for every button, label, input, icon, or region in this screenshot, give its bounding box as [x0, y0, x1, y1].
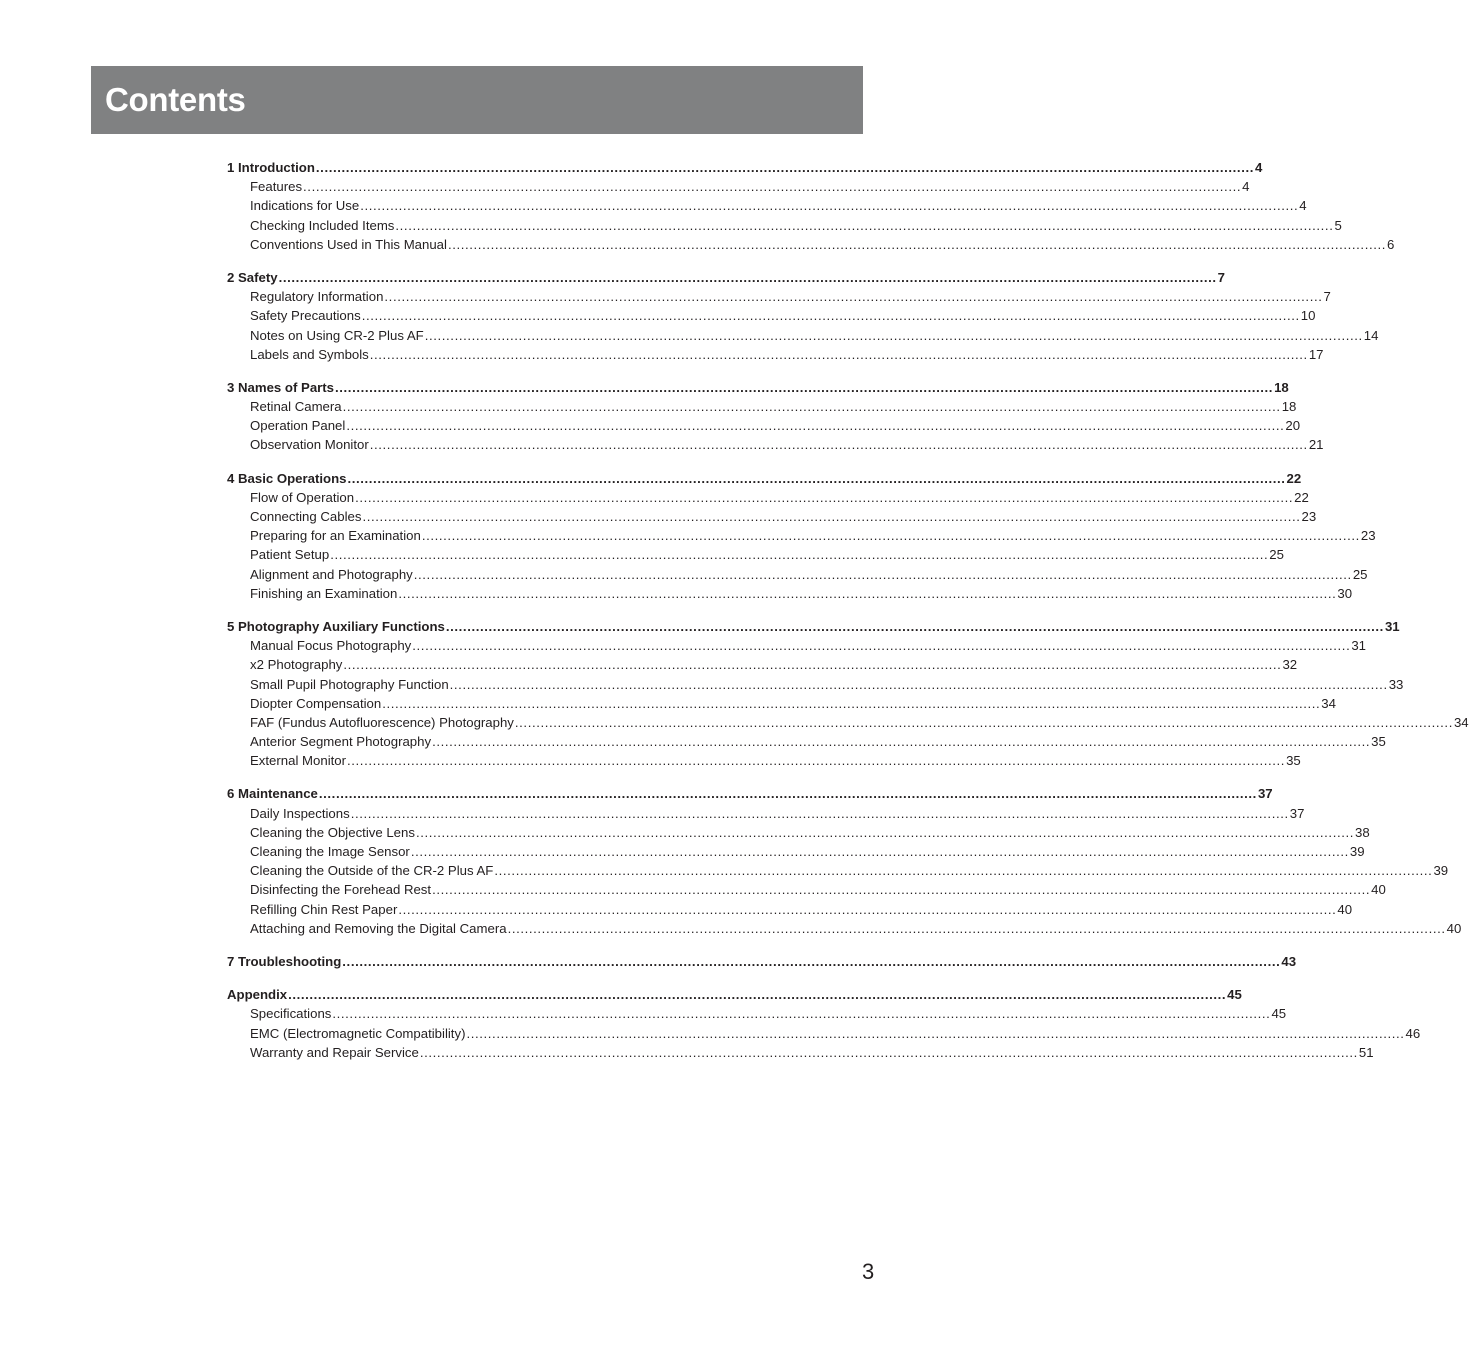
toc-page-number: 31: [1384, 618, 1400, 634]
toc-entry-title: Disinfecting the Forehead Rest: [250, 882, 432, 898]
toc-entry-title: x2 Photography: [250, 657, 343, 673]
dot-leader: ............................................................................................................................................................................................................................: [424, 327, 1363, 343]
toc-chapter-entry[interactable]: [227, 985, 1242, 1004]
dot-leader: ............................................................................................................................................................................................................................: [494, 863, 1433, 879]
toc-page-number: 23: [1360, 528, 1376, 544]
toc-entry-title: Regulatory Information: [250, 289, 384, 305]
toc-entry-title: 4 Basic Operations: [227, 470, 347, 486]
toc-entry-title: Conventions Used in This Manual: [250, 236, 447, 252]
toc-page-number: 10: [1300, 308, 1316, 324]
toc-section: [227, 158, 1395, 254]
toc-entry-title: 7 Troubleshooting: [227, 953, 342, 969]
toc-subentry[interactable]: [227, 397, 1297, 416]
toc-chapter-entry[interactable]: [227, 469, 1302, 488]
toc-page-number: 39: [1349, 844, 1365, 859]
toc-entry-title: Finishing an Examination: [250, 585, 398, 601]
dot-leader: ............................................................................................................................................................................................................................: [514, 714, 1453, 730]
toc-subentry[interactable]: [227, 1024, 1421, 1043]
toc-subentry[interactable]: [227, 900, 1353, 919]
toc-page-number: 14: [1363, 327, 1379, 343]
toc-subentry[interactable]: [227, 507, 1317, 526]
toc-page-number: 40: [1337, 901, 1353, 917]
toc-subentry[interactable]: [227, 416, 1301, 435]
toc-subentry[interactable]: [227, 694, 1336, 713]
dot-leader: ............................................................................................................................................................................................................................: [449, 676, 1388, 692]
dot-leader: ............................................................................................................................................................................................................................: [413, 566, 1352, 582]
toc-entry-title: Attaching and Removing the Digital Camera: [250, 920, 507, 936]
dot-leader: ............................................................................................................................................................................................................................: [415, 824, 1355, 840]
toc-page-number: 30: [1337, 585, 1353, 601]
toc-chapter-entry[interactable]: [227, 784, 1273, 803]
dot-leader: ............................................................................................................................................................................................................................: [507, 920, 1446, 936]
dot-leader: ............................................................................................................................................................................................................................: [362, 509, 1301, 524]
table-of-contents: [227, 158, 1469, 1076]
toc-subentry[interactable]: [227, 345, 1324, 364]
toc-page-number: 4: [1299, 198, 1307, 214]
dot-leader: ............................................................................................................................................................................................................................: [398, 585, 1337, 601]
dot-leader: ............................................................................................................................................................................................................................: [382, 695, 1321, 711]
toc-entry-title: Diopter Compensation: [250, 695, 382, 711]
dot-leader: ............................................................................................................................................................................................................................: [412, 638, 1351, 654]
toc-page-number: 4: [1242, 179, 1250, 195]
toc-entry-title: Cleaning the Image Sensor: [250, 844, 410, 859]
dot-leader: ............................................................................................................................................................................................................................: [384, 289, 1323, 305]
dot-leader: ............................................................................................................................................................................................................................: [466, 1025, 1405, 1041]
toc-subentry[interactable]: [227, 1004, 1287, 1023]
toc-entry-title: Specifications: [250, 1006, 332, 1022]
toc-entry-title: Connecting Cables: [250, 509, 362, 524]
toc-subentry[interactable]: [227, 565, 1368, 584]
toc-chapter-entry[interactable]: [227, 158, 1263, 177]
dot-leader: ............................................................................................................................................................................................................................: [318, 786, 1257, 802]
dot-leader: ............................................................................................................................................................................................................................: [369, 437, 1308, 453]
toc-page-number: 6: [1387, 236, 1395, 252]
toc-subentry[interactable]: [227, 842, 1365, 861]
toc-entry-title: Indications for Use: [250, 198, 360, 214]
dot-leader: ............................................................................................................................................................................................................................: [288, 987, 1227, 1003]
toc-entry-title: Notes on Using CR-2 Plus AF: [250, 327, 424, 343]
toc-page-number: 40: [1371, 882, 1386, 898]
toc-entry-title: Preparing for an Examination: [250, 528, 421, 544]
dot-leader: ............................................................................................................................................................................................................................: [447, 236, 1387, 252]
dot-leader: ............................................................................................................................................................................................................................: [361, 308, 1300, 324]
page-number: 3: [862, 1259, 875, 1284]
toc-subentry[interactable]: [227, 655, 1298, 674]
toc-page-number: 46: [1405, 1025, 1421, 1041]
toc-subentry[interactable]: [227, 545, 1284, 564]
toc-subentry[interactable]: [227, 1043, 1374, 1062]
toc-page-number: 37: [1257, 786, 1273, 802]
toc-entry-title: Flow of Operation: [250, 489, 355, 505]
toc-subentry[interactable]: [227, 287, 1331, 306]
toc-page-number: 32: [1282, 657, 1298, 673]
dot-leader: ............................................................................................................................................................................................................................: [410, 844, 1349, 859]
toc-section: [227, 952, 1297, 971]
toc-entry-title: 6 Maintenance: [227, 786, 318, 802]
toc-page-number: 40: [1446, 920, 1462, 936]
dot-leader: ............................................................................................................................................................................................................................: [432, 882, 1371, 898]
toc-subentry[interactable]: [227, 732, 1386, 751]
toc-entry-title: Labels and Symbols: [250, 346, 369, 362]
toc-subentry[interactable]: [227, 804, 1305, 823]
toc-page-number: 33: [1388, 676, 1404, 692]
dot-leader: ............................................................................................................................................................................................................................: [346, 418, 1285, 434]
toc-subentry[interactable]: [227, 823, 1370, 842]
toc-section: [227, 784, 1462, 938]
toc-subentry[interactable]: [227, 306, 1316, 325]
toc-page-number: 5: [1334, 217, 1342, 233]
dot-leader: ............................................................................................................................................................................................................................: [398, 901, 1337, 917]
toc-entry-title: Cleaning the Outside of the CR-2 Plus AF: [250, 863, 494, 879]
dot-leader: ............................................................................................................................................................................................................................: [343, 657, 1282, 673]
dot-leader: ............................................................................................................................................................................................................................: [355, 489, 1294, 505]
toc-entry-title: 2 Safety: [227, 269, 278, 285]
toc-page-number: 31: [1351, 638, 1367, 654]
toc-entry-title: Features: [250, 179, 303, 195]
toc-section: [227, 617, 1469, 771]
toc-page-number: 17: [1308, 346, 1324, 362]
toc-page-number: 35: [1286, 753, 1301, 769]
toc-page-number: 35: [1371, 734, 1386, 750]
toc-section: [227, 378, 1324, 455]
dot-leader: ............................................................................................................................................................................................................................: [350, 805, 1289, 821]
dot-leader: ............................................................................................................................................................................................................................: [330, 547, 1269, 563]
dot-leader: ............................................................................................................................................................................................................................: [332, 1006, 1271, 1022]
toc-chapter-entry[interactable]: [227, 378, 1289, 397]
dot-leader: ............................................................................................................................................................................................................................: [347, 753, 1286, 769]
toc-page-number: 43: [1281, 953, 1297, 969]
toc-subentry[interactable]: [227, 919, 1462, 938]
toc-page-number: 51: [1358, 1044, 1374, 1060]
toc-page-number: 37: [1289, 805, 1305, 821]
page-title: Contents: [105, 81, 246, 118]
dot-leader: ............................................................................................................................................................................................................................: [342, 953, 1281, 969]
toc-page-number: 45: [1227, 987, 1242, 1003]
toc-subentry[interactable]: [227, 488, 1309, 507]
toc-subentry[interactable]: [227, 216, 1342, 235]
toc-entry-title: 5 Photography Auxiliary Functions: [227, 618, 445, 634]
toc-page-number: 45: [1271, 1006, 1287, 1022]
toc-subentry[interactable]: [227, 751, 1301, 770]
toc-entry-title: Operation Panel: [250, 418, 346, 434]
toc-page-number: 7: [1323, 289, 1331, 305]
toc-entry-title: Manual Focus Photography: [250, 638, 412, 654]
header-bar: [91, 66, 863, 134]
dot-leader: ............................................................................................................................................................................................................................: [395, 217, 1334, 233]
toc-page-number: 18: [1281, 399, 1297, 415]
toc-page-number: 22: [1286, 470, 1302, 486]
toc-page-number: 34: [1321, 695, 1336, 711]
toc-section: [227, 469, 1376, 603]
toc-entry-title: Anterior Segment Photography: [250, 734, 432, 750]
dot-leader: ............................................................................................................................................................................................................................: [342, 399, 1281, 415]
toc-entry-title: Warranty and Repair Service: [250, 1044, 419, 1060]
toc-page-number: 38: [1355, 824, 1370, 840]
toc-entry-title: FAF (Fundus Autofluorescence) Photography: [250, 714, 514, 730]
toc-page-number: 4: [1254, 160, 1263, 175]
dot-leader: ............................................................................................................................................................................................................................: [419, 1044, 1358, 1060]
toc-entry-title: Patient Setup: [250, 547, 330, 563]
toc-chapter-entry[interactable]: [227, 952, 1297, 971]
toc-chapter-entry[interactable]: [227, 268, 1225, 287]
toc-subentry[interactable]: [227, 235, 1395, 254]
toc-subentry[interactable]: [227, 675, 1404, 694]
toc-entry-title: EMC (Electromagnetic Compatibility): [250, 1025, 466, 1041]
dot-leader: ............................................................................................................................................................................................................................: [445, 618, 1384, 634]
toc-subentry[interactable]: [227, 636, 1367, 655]
dot-leader: ............................................................................................................................................................................................................................: [421, 528, 1360, 544]
dot-leader: ............................................................................................................................................................................................................................: [369, 346, 1308, 362]
dot-leader: ............................................................................................................................................................................................................................: [360, 198, 1299, 214]
toc-subentry[interactable]: [227, 584, 1353, 603]
toc-entry-title: Refilling Chin Rest Paper: [250, 901, 398, 917]
toc-page-number: 21: [1308, 437, 1324, 453]
dot-leader: ............................................................................................................................................................................................................................: [347, 470, 1286, 486]
toc-entry-title: External Monitor: [250, 753, 347, 769]
toc-entry-title: Small Pupil Photography Function: [250, 676, 449, 692]
toc-entry-title: Alignment and Photography: [250, 566, 413, 582]
toc-entry-title: Safety Precautions: [250, 308, 361, 324]
dot-leader: ............................................................................................................................................................................................................................: [278, 269, 1217, 285]
dot-leader: ............................................................................................................................................................................................................................: [315, 160, 1254, 175]
toc-entry-title: Daily Inspections: [250, 805, 350, 821]
dot-leader: ............................................................................................................................................................................................................................: [335, 379, 1274, 395]
toc-page-number: 22: [1294, 489, 1309, 505]
toc-entry-title: Checking Included Items: [250, 217, 395, 233]
toc-page-number: 25: [1352, 566, 1368, 582]
toc-subentry[interactable]: [227, 526, 1376, 545]
toc-page-number: 39: [1433, 863, 1449, 879]
toc-subentry[interactable]: [227, 177, 1250, 196]
toc-subentry[interactable]: [227, 713, 1469, 732]
toc-section: [227, 985, 1421, 1062]
toc-page-number: 25: [1269, 547, 1284, 563]
toc-page-number: 20: [1285, 418, 1301, 434]
toc-entry-title: Retinal Camera: [250, 399, 342, 415]
toc-page-number: 7: [1217, 269, 1225, 285]
toc-subentry[interactable]: [227, 326, 1379, 345]
toc-page-number: 18: [1274, 379, 1289, 395]
toc-page-number: 23: [1301, 509, 1317, 524]
toc-section: [227, 268, 1379, 364]
toc-entry-title: 1 Introduction: [227, 160, 315, 175]
toc-entry-title: Observation Monitor: [250, 437, 369, 453]
dot-leader: ............................................................................................................................................................................................................................: [432, 734, 1371, 750]
toc-entry-title: Appendix: [227, 987, 288, 1003]
dot-leader: ............................................................................................................................................................................................................................: [303, 179, 1242, 195]
toc-subentry[interactable]: [227, 435, 1324, 454]
toc-chapter-entry[interactable]: [227, 617, 1400, 636]
toc-entry-title: 3 Names of Parts: [227, 379, 335, 395]
toc-subentry[interactable]: [227, 880, 1386, 899]
toc-subentry[interactable]: [227, 861, 1449, 880]
toc-subentry[interactable]: [227, 196, 1307, 215]
toc-page-number: 34: [1453, 714, 1469, 730]
toc-entry-title: Cleaning the Objective Lens: [250, 824, 415, 840]
